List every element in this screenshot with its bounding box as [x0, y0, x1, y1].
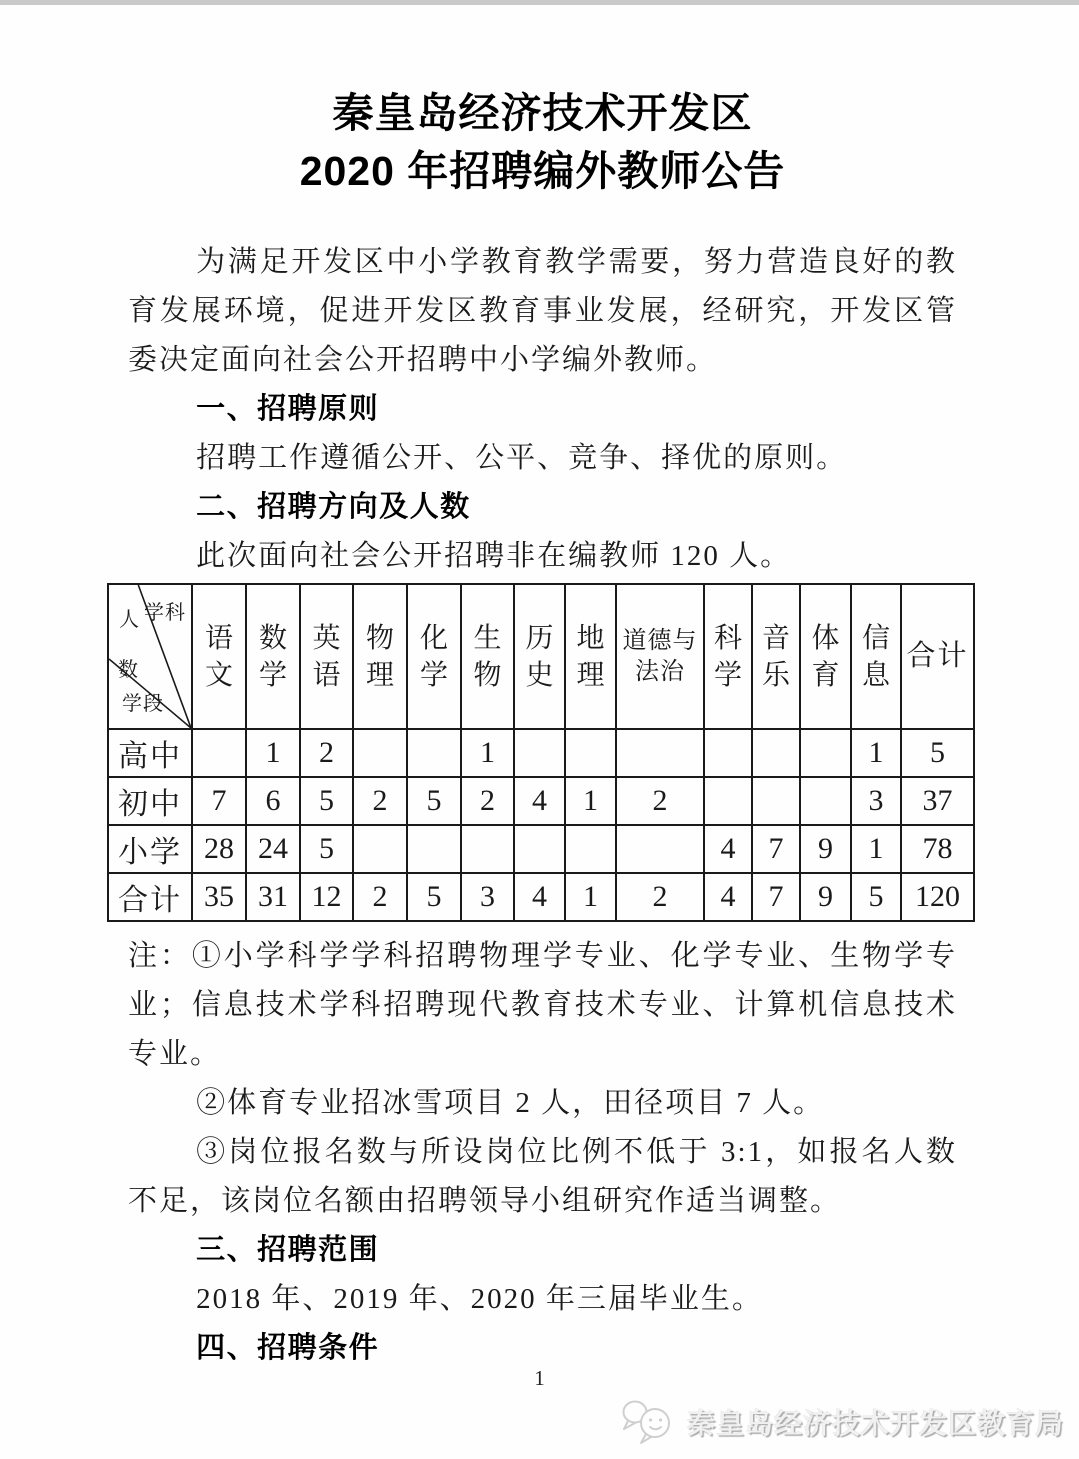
cell-high-school-geography — [565, 729, 616, 777]
cell-high-school-biology: 1 — [461, 729, 514, 777]
education-bureau-logo-icon — [621, 1398, 679, 1446]
table-row-high-school — [108, 729, 974, 777]
section-heading-4: 四、招聘条件 — [196, 1332, 380, 1364]
cell-high-school-math: 1 — [246, 729, 300, 777]
cell-total-morality-law: 2 — [616, 873, 704, 921]
cell-primary-school-chemistry — [407, 825, 461, 873]
cell-total-chinese: 35 — [192, 873, 246, 921]
column-header-music: 音 乐 — [752, 584, 800, 729]
page-number: 1 — [534, 1366, 545, 1390]
cell-total-history: 4 — [514, 873, 565, 921]
column-header-science: 科 学 — [704, 584, 752, 729]
cell-high-school-pe — [800, 729, 851, 777]
column-header-pe: 体 育 — [800, 584, 851, 729]
cell-total-physics: 2 — [353, 873, 407, 921]
section-heading-1: 一、招聘原则 — [196, 393, 380, 425]
cell-primary-school-morality-law — [616, 825, 704, 873]
cell-middle-school-geography: 1 — [565, 777, 616, 825]
cell-middle-school-chinese: 7 — [192, 777, 246, 825]
cell-primary-school-geography — [565, 825, 616, 873]
intro-paragraph: 为满足开发区中小学教育教学需要，努力营造良好的教育发展环境，促进开发区教育事业发展，经研究，开发区管委决定面向社会公开招聘中小学编外教师。 — [128, 246, 957, 376]
cell-primary-school-history — [514, 825, 565, 873]
column-header-english: 英 语 — [300, 584, 353, 729]
cell-primary-school-it: 1 — [851, 825, 901, 873]
table-row-primary-school — [108, 825, 974, 873]
column-header-math: 数 学 — [246, 584, 300, 729]
column-header-chemistry: 化 学 — [407, 584, 461, 729]
cell-middle-school-it: 3 — [851, 777, 901, 825]
column-header-morality-law: 道德与 法治 — [616, 584, 704, 729]
cell-middle-school-morality-law: 2 — [616, 777, 704, 825]
section-heading-2: 二、招聘方向及人数 — [196, 491, 471, 523]
table-corner-cell — [108, 584, 192, 729]
corner-count-label-char2: 数 — [118, 659, 139, 681]
cell-total-biology: 3 — [461, 873, 514, 921]
table-row-middle-school — [108, 777, 974, 825]
table-row-total — [108, 873, 974, 921]
section-body-2: 此次面向社会公开招聘非在编教师 120 人。 — [196, 540, 792, 572]
cell-primary-school-science: 4 — [704, 825, 752, 873]
column-header-history: 历 史 — [514, 584, 565, 729]
section-body-1: 招聘工作遵循公开、公平、竞争、择优的原则。 — [196, 442, 848, 474]
cell-total-math: 31 — [246, 873, 300, 921]
corner-stage-label: 学段 — [122, 693, 164, 715]
cell-middle-school-music — [752, 777, 800, 825]
column-header-total: 合计 — [901, 584, 974, 729]
cell-high-school-science — [704, 729, 752, 777]
cell-middle-school-history: 4 — [514, 777, 565, 825]
cell-high-school-chemistry — [407, 729, 461, 777]
cell-total-science: 4 — [704, 873, 752, 921]
cell-high-school-it: 1 — [851, 729, 901, 777]
column-header-it: 信 息 — [851, 584, 901, 729]
corner-count-label-char1: 人 — [119, 609, 140, 631]
cell-middle-school-english: 5 — [300, 777, 353, 825]
page-top-edge-bar — [0, 0, 1079, 5]
cell-middle-school-biology: 2 — [461, 777, 514, 825]
cell-middle-school-total: 37 — [901, 777, 974, 825]
watermark-text: 秦皇岛经济技术开发区教育局 — [686, 1408, 1064, 1439]
cell-total-chemistry: 5 — [407, 873, 461, 921]
table-header-row — [108, 584, 974, 729]
column-header-geography: 地 理 — [565, 584, 616, 729]
cell-high-school-english: 2 — [300, 729, 353, 777]
cell-primary-school-pe: 9 — [800, 825, 851, 873]
table-note-3: ③岗位报名数与所设岗位比例不低于 3:1，如报名人数不足，该岗位名额由招聘领导小组研究作适当调整。 — [128, 1136, 957, 1217]
cell-primary-school-math: 24 — [246, 825, 300, 873]
cell-total-music: 7 — [752, 873, 800, 921]
cell-high-school-physics — [353, 729, 407, 777]
cell-high-school-morality-law — [616, 729, 704, 777]
row-header-primary-school: 小学 — [108, 825, 192, 873]
publisher-watermark — [621, 1398, 1064, 1446]
cell-primary-school-total: 78 — [901, 825, 974, 873]
cell-primary-school-english: 5 — [300, 825, 353, 873]
corner-subject-label: 学科 — [144, 602, 186, 624]
doc-title-line2: 2020 年招聘编外教师公告 — [299, 148, 786, 194]
cell-high-school-chinese — [192, 729, 246, 777]
cell-total-it: 5 — [851, 873, 901, 921]
cell-total-geography: 1 — [565, 873, 616, 921]
column-header-biology: 生 物 — [461, 584, 514, 729]
doc-title — [128, 84, 957, 200]
cell-primary-school-music: 7 — [752, 825, 800, 873]
cell-middle-school-science — [704, 777, 752, 825]
row-header-middle-school: 初中 — [108, 777, 192, 825]
cell-high-school-total: 5 — [901, 729, 974, 777]
row-header-high-school: 高中 — [108, 729, 192, 777]
cell-total-english: 12 — [300, 873, 353, 921]
cell-middle-school-math: 6 — [246, 777, 300, 825]
cell-high-school-history — [514, 729, 565, 777]
cell-primary-school-chinese: 28 — [192, 825, 246, 873]
cell-middle-school-chemistry: 5 — [407, 777, 461, 825]
row-header-total: 合计 — [108, 873, 192, 921]
cell-middle-school-pe — [800, 777, 851, 825]
doc-title-line1: 秦皇岛经济技术开发区 — [332, 90, 753, 136]
cell-middle-school-physics: 2 — [353, 777, 407, 825]
recruitment-plan-table — [107, 583, 975, 922]
cell-total-total: 120 — [901, 873, 974, 921]
table-note-2: ②体育专业招冰雪项目 2 人，田径项目 7 人。 — [196, 1087, 825, 1119]
cell-primary-school-biology — [461, 825, 514, 873]
column-header-physics: 物 理 — [353, 584, 407, 729]
table-note-1: 注：①小学科学学科招聘物理学专业、化学专业、生物学专业；信息技术学科招聘现代教育技术专业、计算机信息技术专业。 — [128, 940, 957, 1070]
section-heading-3: 三、招聘范围 — [196, 1234, 380, 1266]
cell-primary-school-physics — [353, 825, 407, 873]
section-body-3: 2018 年、2019 年、2020 年三届毕业生。 — [196, 1283, 763, 1315]
column-header-chinese: 语 文 — [192, 584, 246, 729]
cell-high-school-music — [752, 729, 800, 777]
cell-total-pe: 9 — [800, 873, 851, 921]
